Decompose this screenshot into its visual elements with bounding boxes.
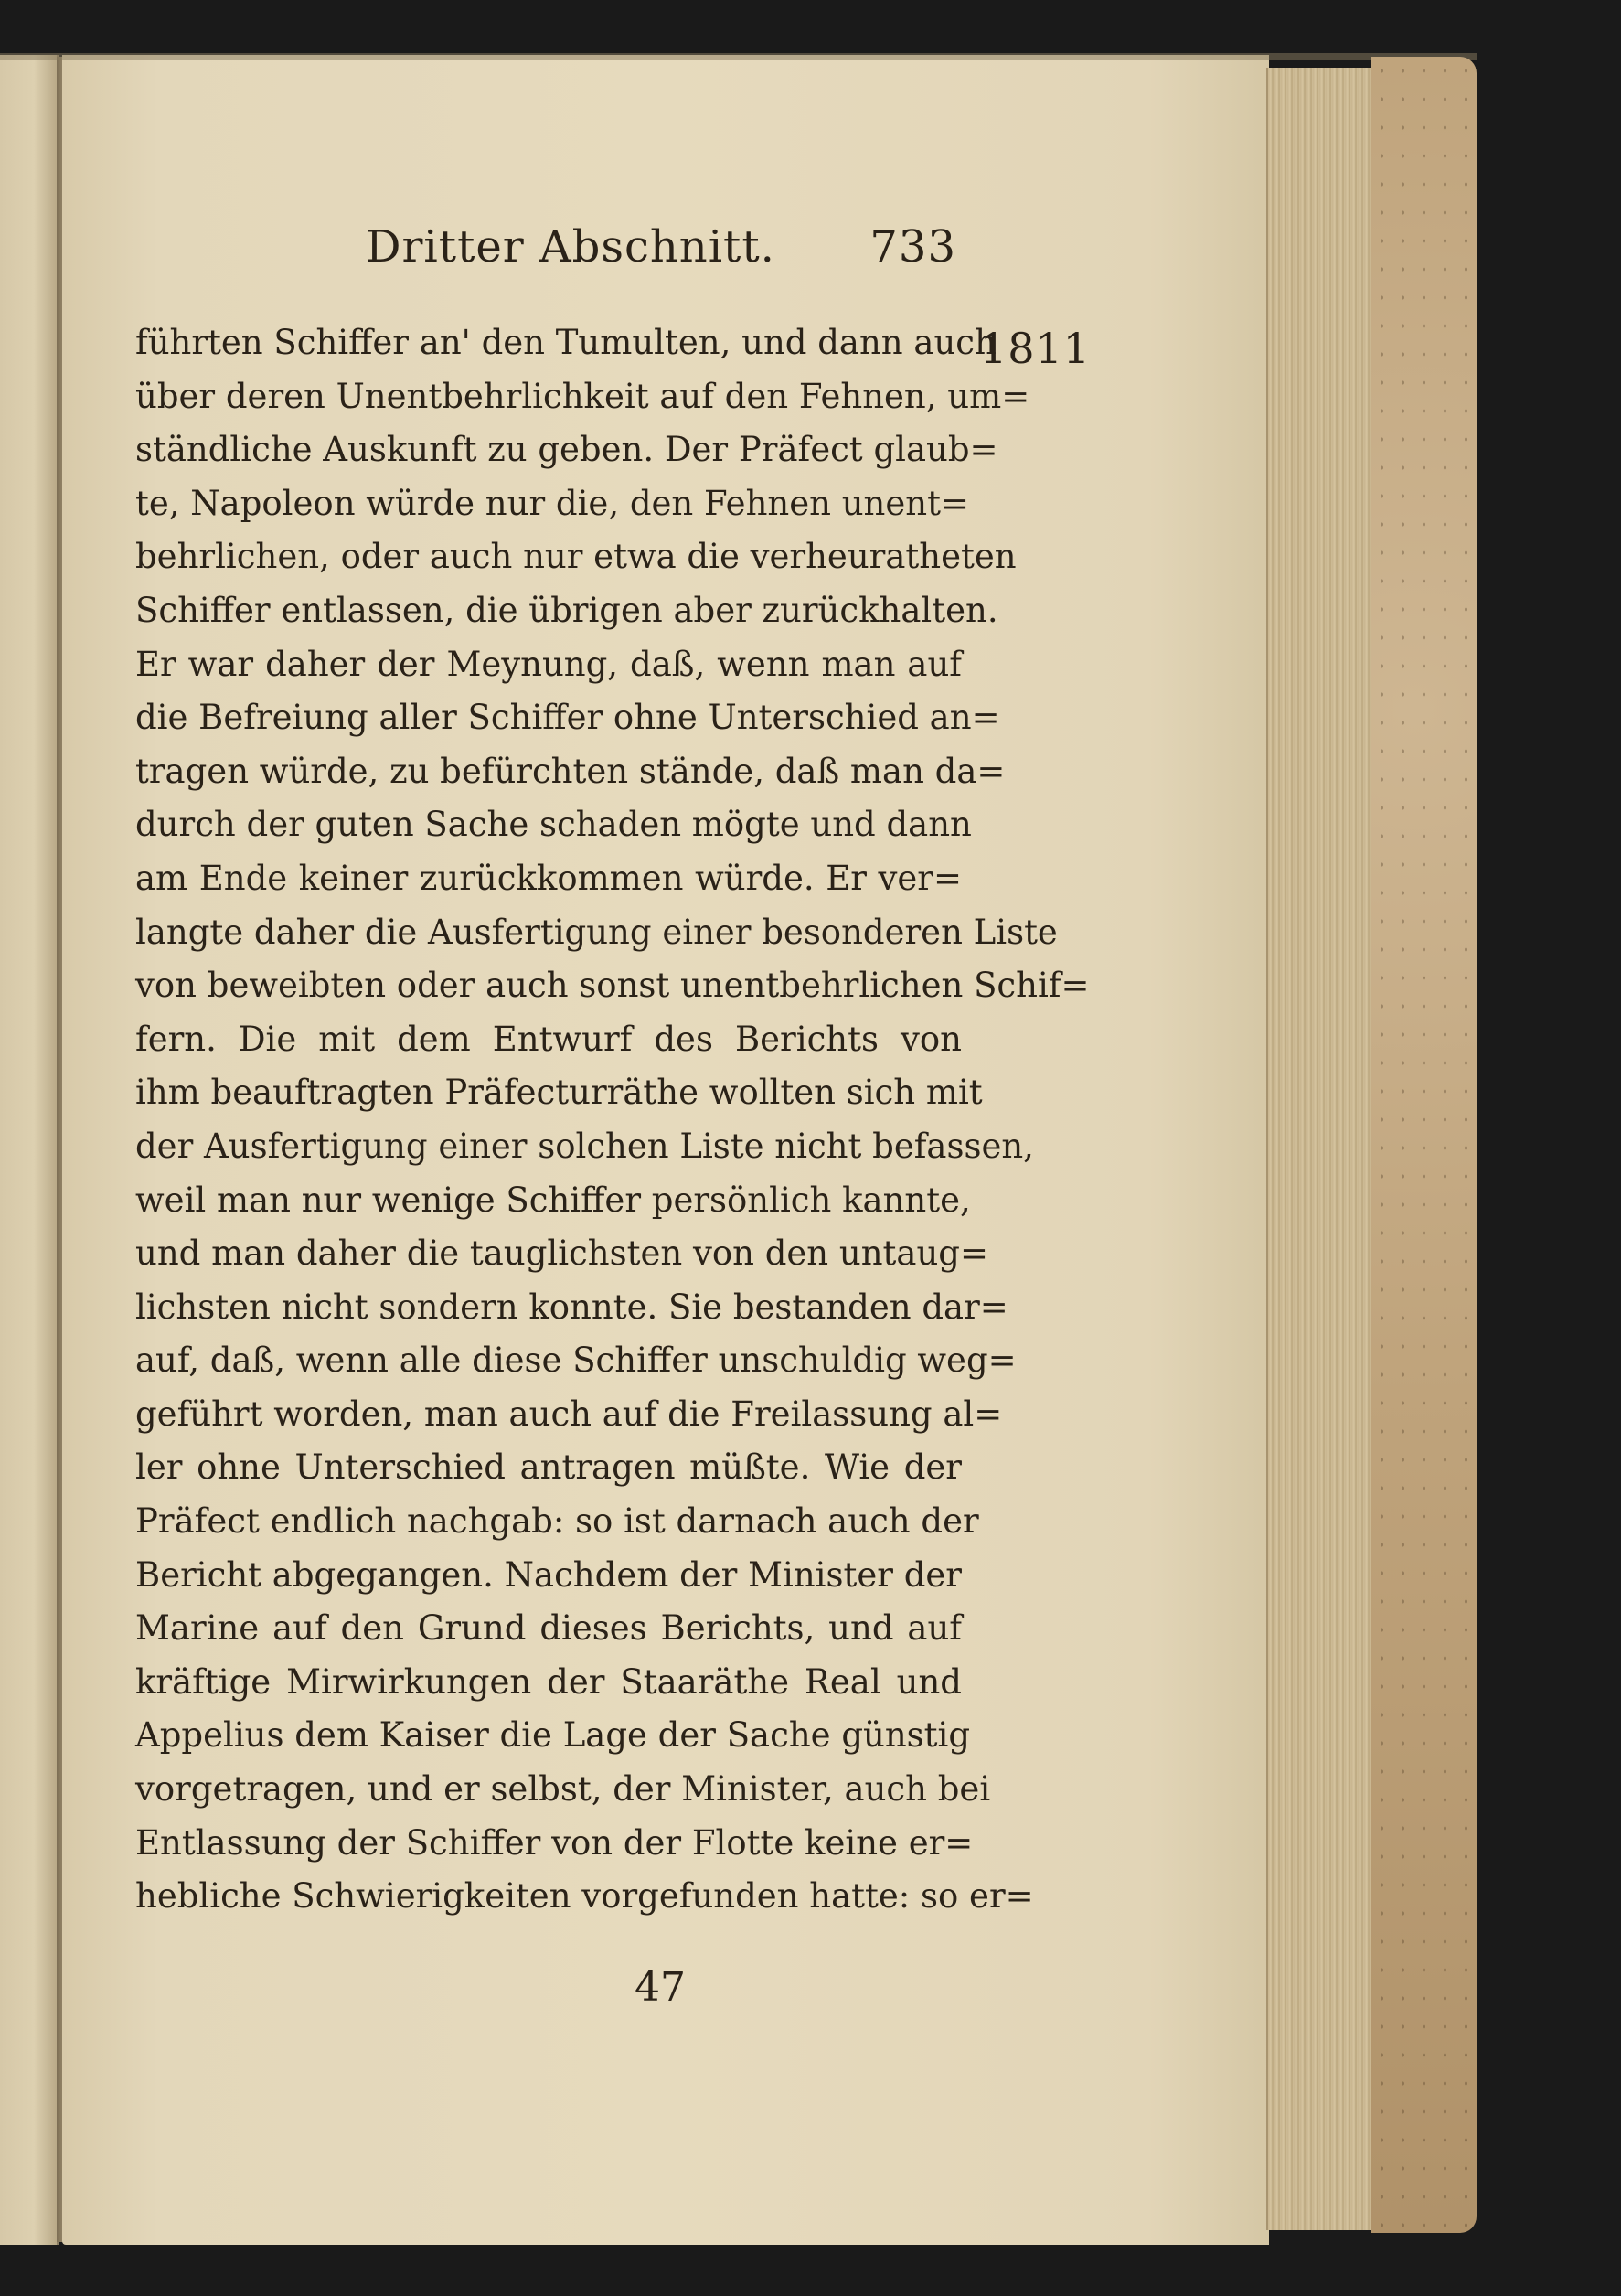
text-line: kräftige Mirwirkungen der Staaräthe Real und [135, 1661, 962, 1702]
text-line: am Ende keiner zurückkommen würde. Er ver= [135, 858, 962, 898]
text-line: tragen würde, zu befürchten stände, daß man da= [135, 751, 1006, 791]
left-page-edge [0, 55, 59, 2245]
signature-mark: 47 [635, 1964, 686, 2011]
text-line: hebliche Schwierigkeiten vorgefunden hatte: so er= [135, 1876, 1034, 1917]
text-line: behrlichen, oder auch nur etwa die verheuratheten [135, 537, 1017, 577]
text-line: Entlassung der Schiffer von der Flotte keine er= [135, 1822, 974, 1863]
text-line: ihm beauftragten Präfecturräthe wollten sich mit [135, 1073, 983, 1113]
text-line: Er war daher der Meynung, daß, wenn man auf [135, 644, 962, 684]
margin-year: 1811 [980, 324, 1092, 373]
page-block-edges [1266, 68, 1373, 2230]
text-line: der Ausfertigung einer solchen Liste nicht befassen, [135, 1126, 1034, 1166]
text-line: geführt worden, man auch auf die Freilassung al= [135, 1394, 1003, 1434]
text-line: durch der guten Sache schaden mögte und dann [135, 805, 972, 845]
text-line: weil man nur wenige Schiffer persönlich kannte, [135, 1180, 971, 1220]
text-line: führten Schiffer an' den Tumulten, und dann auch [135, 323, 997, 362]
page-number: 733 [869, 221, 956, 272]
text-line: über deren Unentbehrlichkeit auf den Fehnen, um= [135, 376, 1030, 416]
text-line: lichsten nicht sondern konnte. Sie bestanden dar= [135, 1287, 1008, 1327]
text-line: vorgetragen, und er selbst, der Minister, auch bei [135, 1769, 991, 1810]
top-page-edge [0, 53, 1477, 60]
text-line: langte daher die Ausfertigung einer besonderen Liste [135, 912, 1058, 952]
text-line: fern. Die mit dem Entwurf des Berichts von [135, 1019, 962, 1059]
text-line: ler ohne Unterschied antragen müßte. Wie der [135, 1447, 962, 1488]
text-line: Bericht abgegangen. Nachdem der Minister der [135, 1554, 962, 1595]
running-title: Dritter Abschnitt. [366, 221, 775, 272]
text-line: auf, daß, wenn alle diese Schiffer unschuldig weg= [135, 1340, 1017, 1381]
text-line: Präfect endlich nachgab: so ist darnach auch der [135, 1501, 979, 1542]
text-line: und man daher die tauglichsten von den untaug= [135, 1233, 988, 1274]
text-line: ständliche Auskunft zu geben. Der Präfect glaub= [135, 430, 998, 470]
text-line: te, Napoleon würde nur die, den Fehnen unent= [135, 483, 969, 523]
cover-texture [1371, 57, 1477, 2233]
text-line: Marine auf den Grund dieses Berichts, und auf [135, 1608, 962, 1649]
text-line: die Befreiung aller Schiffer ohne Unterschied an= [135, 698, 1000, 738]
book-cover [1371, 57, 1477, 2233]
text-line: von beweibten oder auch sonst unentbehrlichen Schif= [135, 966, 1090, 1006]
text-line: Appelius dem Kaiser die Lage der Sache günstig [135, 1715, 971, 1756]
text-line: Schiffer entlassen, die übrigen aber zurückhalten. [135, 590, 998, 630]
